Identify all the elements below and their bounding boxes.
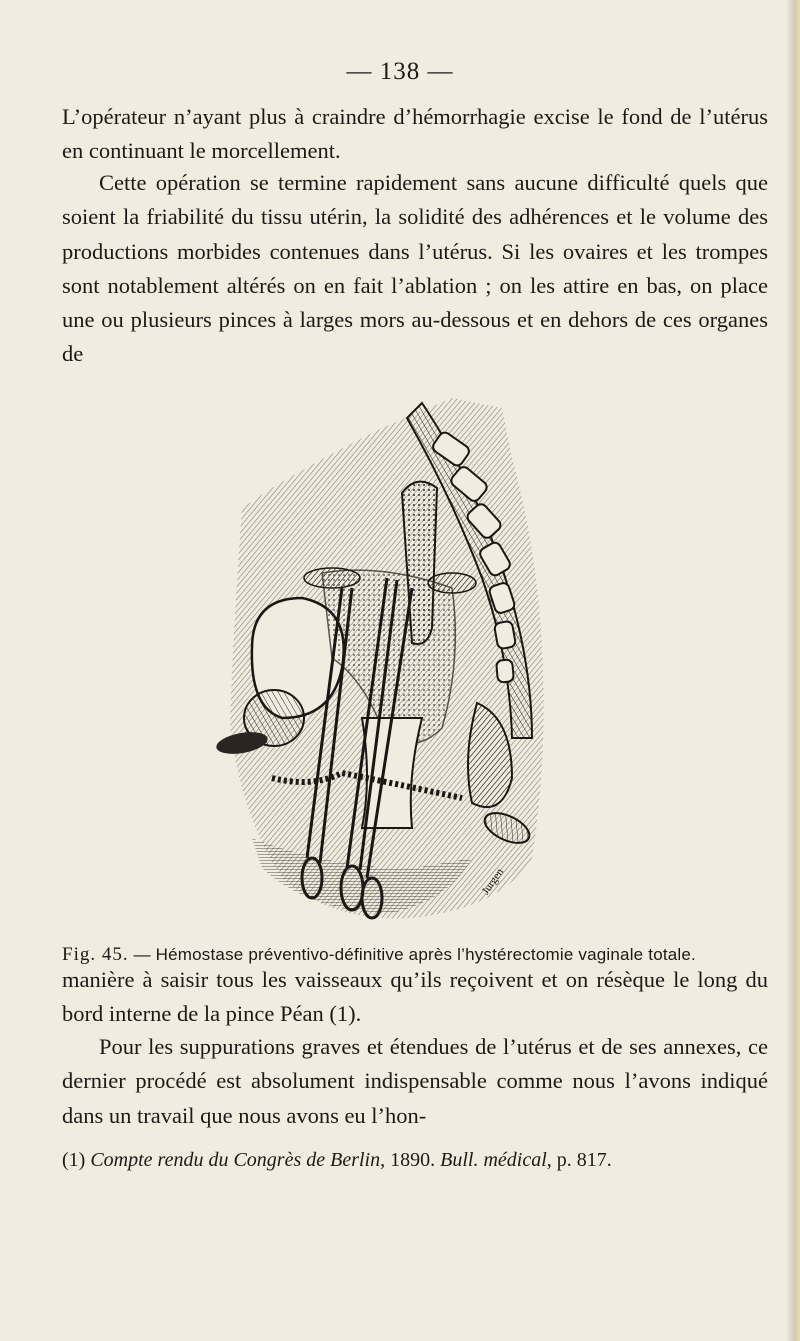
footnote-journal: Bull. médical xyxy=(440,1149,547,1171)
paragraph-3 xyxy=(62,963,768,1032)
paragraph-1-text: L’opérateur n’ayant plus à craindre d’hémorrhagie excise le fond de l’utérus en continuant le morcellement. xyxy=(62,104,768,164)
footnote-page: , p. 817. xyxy=(546,1149,612,1171)
paragraph-4-text: Pour les suppurations graves et étendues de l’utérus et de ses annexes, ce dernier procédé est absolument indispensable comme nous l’avons indiqué dans un travail que nous avons eu l’hon- xyxy=(62,1034,768,1128)
paragraph-2 xyxy=(62,166,768,372)
paragraph-4 xyxy=(62,1030,768,1133)
paragraph-2-text: Cette opération se termine rapidement sans aucune difficulté quels que soient la friabilité du tissu utérin, la solidité des adhérences et le volume des productions morbides contenues dans l’utérus. Si les ovaires et les trompes sont notablement altérés on en fait l’ablation ; on les attire en bas, on place une ou plusieurs pinces à larges mors au-dessous et en dehors de ces organes de xyxy=(62,170,768,367)
page-number: — 138 — xyxy=(346,58,454,85)
footnote xyxy=(62,1149,768,1172)
paragraph-1 xyxy=(62,100,768,169)
engraver-signature: Jurgen xyxy=(479,866,507,897)
paragraph-3-text: manière à saisir tous les vaisseaux qu’ils reçoivent et on résèque le long du bord interne de la pince Péan (1). xyxy=(62,967,768,1027)
figure-caption-text: — Hémostase préventivo-définitive après l’hystérectomie vaginale totale. xyxy=(128,945,696,964)
illustration-drawing xyxy=(212,398,550,930)
page-edge-shadow xyxy=(786,0,800,1341)
anatomical-illustration xyxy=(212,398,550,930)
footnote-year: , 1890. xyxy=(380,1149,436,1171)
footnote-marker: (1) xyxy=(62,1149,86,1171)
figure-label: Fig. 45. xyxy=(62,944,129,965)
footnote-title: Compte rendu du Congrès de Berlin xyxy=(90,1149,381,1171)
